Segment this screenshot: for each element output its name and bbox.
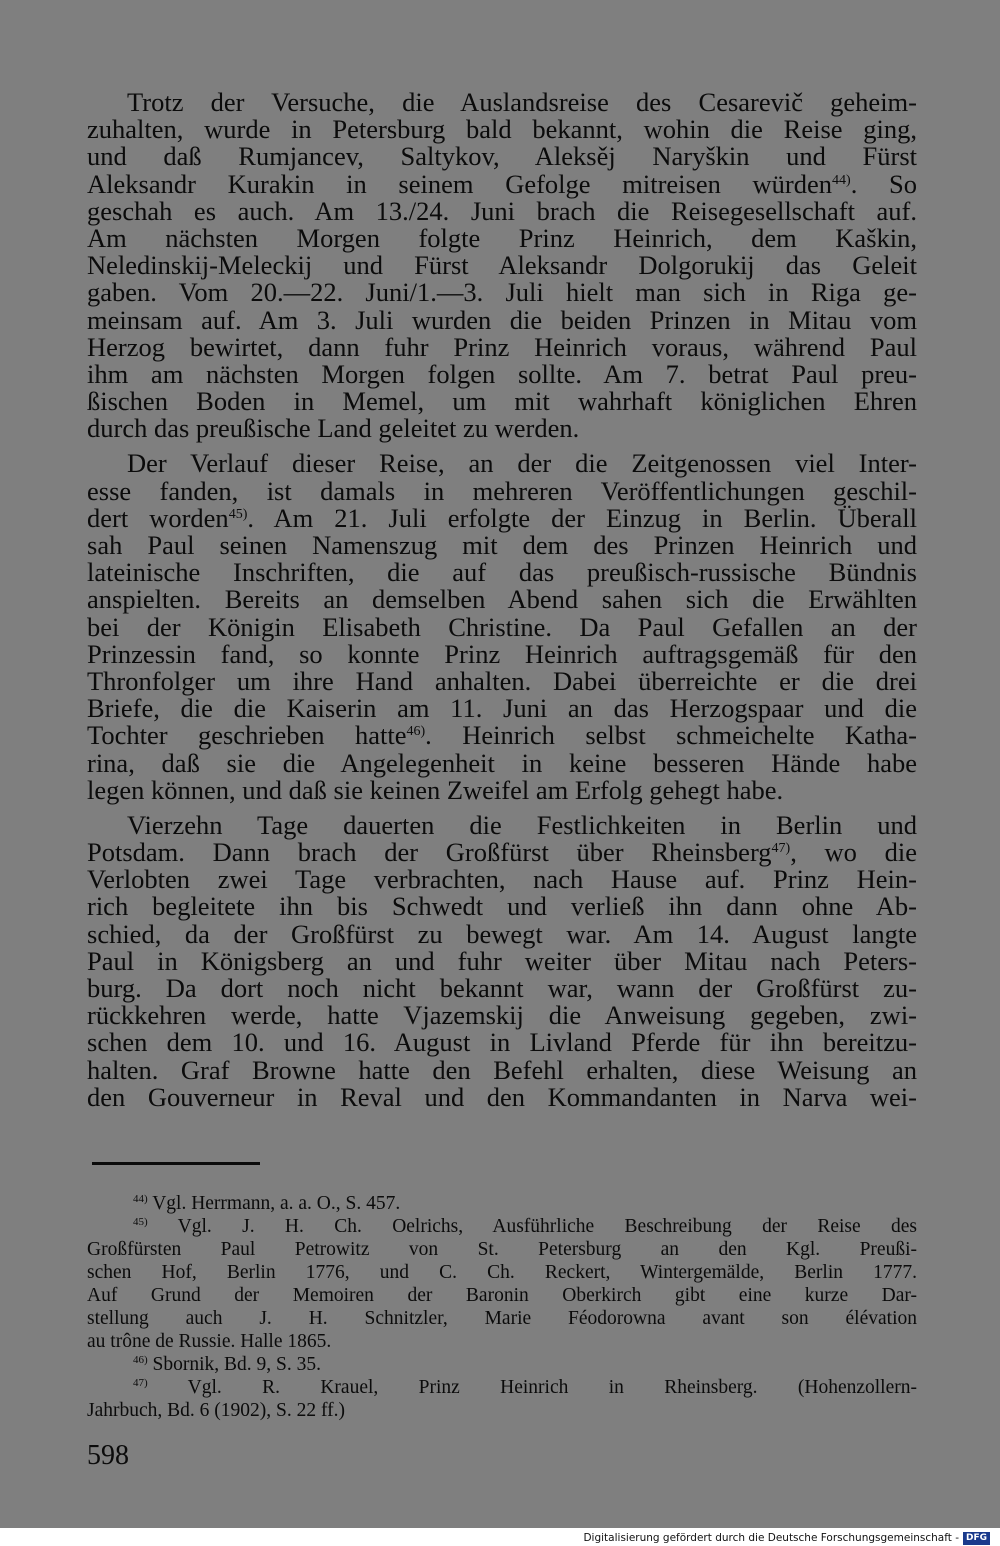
page-number: 598 [87, 1440, 129, 1471]
footnote-line: Auf Grund der Memoiren der Baronin Oberkirch gibt eine kurze Dar- [87, 1285, 917, 1306]
footnote-text: Vgl. Herrmann, a. a. O., S. 457. [147, 1193, 401, 1214]
text-line: bei der Königin Elisabeth Christine. Da Paul Gefallen an der [87, 611, 917, 642]
text-line: legen können, und daß sie keinen Zweifel am Erfolg gehegt habe. [87, 774, 784, 805]
text-line [87, 502, 917, 533]
text-run: . Heinrich selbst schmeichelte Katha- [425, 720, 917, 751]
text-line: burg. Da dort noch nicht bekannt war, wann der Großfürst zu- [87, 973, 917, 1003]
footnote-number: 46) [133, 1354, 148, 1366]
dfg-logo: DFG [963, 1532, 990, 1545]
footnote-line [87, 1353, 917, 1376]
footnote-text: Vgl. R. Krauel, Prinz Heinrich in Rheinsberg. (Hohenzollern- [147, 1377, 917, 1398]
text-run: Tochter geschrieben hatte [87, 720, 407, 751]
text-run: Aleksandr Kurakin in seinem Gefolge mitreisen würden [87, 168, 833, 199]
text-line: anspielten. Bereits an demselben Abend sahen sich die Erwählten [87, 584, 917, 615]
text-run: . Am 21. Juli erfolgte der Einzug in Berlin. Überall [247, 502, 917, 533]
footnote-number: 44) [133, 1193, 148, 1205]
footnote-line: Großfürsten Paul Petrowitz von St. Petersburg an den Kgl. Preußi- [87, 1239, 917, 1260]
footnote-text: Sbornik, Bd. 9, S. 35. [147, 1354, 322, 1375]
footnote-line: stellung auch J. H. Schnitzler, Marie Féodorowna avant son élévation [87, 1308, 917, 1329]
footnote-line [87, 1192, 917, 1215]
text-line: Vierzehn Tage dauerten die Festlichkeiten in Berlin und [127, 809, 917, 840]
text-line: esse fanden, ist damals in mehreren Veröffentlichungen geschil- [87, 475, 917, 506]
paragraph [87, 809, 918, 1112]
footnote-number: 45) [133, 1216, 148, 1228]
text-line: zuhalten, wurde in Petersburg bald bekannt, wohin die Reise ging, [87, 114, 917, 145]
text-line: ihm am nächsten Morgen folgen sollte. Am 7. betrat Paul preu- [87, 358, 917, 389]
text-line: rina, daß sie die Angelegenheit in keine besseren Hände habe [87, 747, 917, 778]
footnote-line [87, 1376, 917, 1399]
text-line: Briefe, die die Kaiserin am 11. Juni an das Herzogspaar und die [87, 693, 917, 724]
text-line: sah Paul seinen Namenszug mit dem des Prinzen Heinrich und [87, 530, 917, 560]
text-line: Verlobten zwei Tage verbrachten, nach Hause auf. Prinz Hein- [87, 864, 917, 895]
text-line [87, 168, 917, 199]
text-line: Am nächsten Morgen folgte Prinz Heinrich, dem Kaškin, [87, 222, 917, 253]
text-line: ßischen Boden in Memel, um mit wahrhaft königlichen Ehren [87, 386, 917, 417]
text-run: . So [850, 168, 917, 199]
text-run: dert worden [87, 502, 229, 533]
text-run: Potsdam. Dann brach der Großfürst über Rheinsberg [87, 837, 772, 868]
text-line: Der Verlauf dieser Reise, an der die Zeitgenossen viel Inter- [127, 448, 917, 479]
text-line: geschah es auch. Am 13./24. Juni brach die Reisegesellschaft auf. [87, 195, 917, 226]
footnote-separator [92, 1162, 260, 1165]
text-line: Paul in Königsberg an und fuhr weiter über Mitau nach Peters- [87, 945, 917, 976]
text-line [87, 839, 917, 866]
text-line: und daß Rumjancev, Saltykov, Aleksěj Naryškin und Fürst [87, 141, 917, 172]
footnote-text: Vgl. J. H. Ch. Oelrichs, Ausführliche Beschreibung der Reise des [147, 1216, 917, 1237]
text-line: meinsam auf. Am 3. Juli wurden die beiden Prinzen in Mitau vom [87, 304, 917, 335]
digitization-footer [583, 1531, 990, 1545]
text-line: Neledinskij-Meleckij und Fürst Aleksandr Dolgorukij das Geleit [87, 250, 917, 281]
text-line: halten. Graf Browne hatte den Befehl erhalten, diese Weisung an [87, 1054, 917, 1085]
footnote-ref: 47) [771, 841, 791, 857]
footnote-line: schen Hof, Berlin 1776, und C. Ch. Reckert, Wintergemälde, Berlin 1777. [87, 1262, 917, 1283]
text-line: den Gouverneur in Reval und den Kommandanten in Narva wei- [87, 1081, 917, 1112]
footnotes [87, 1192, 917, 1422]
footnote-number: 47) [133, 1377, 148, 1389]
footnote-ref: 45) [228, 506, 248, 522]
body-text [87, 89, 917, 1119]
text-line: gaben. Vom 20.—22. Juni/1.—3. Juli hielt man sich in Riga ge- [87, 277, 917, 308]
text-line: schen dem 10. und 16. August in Livland Pferde für ihn bereitzu- [87, 1027, 917, 1058]
text-line: Prinzessin fand, so konnte Prinz Heinrich auftragsgemäß für den [87, 638, 917, 669]
text-line: Trotz der Versuche, die Auslandsreise des Cesarevič geheim- [127, 87, 917, 117]
text-line: schied, da der Großfürst zu bewegt war. Am 14. August langte [87, 918, 917, 949]
footnote-line: Jahrbuch, Bd. 6 (1902), S. 22 ff.) [87, 1400, 345, 1421]
text-run: , wo die [790, 837, 918, 868]
paragraph [87, 89, 917, 442]
text-line [87, 722, 917, 749]
paragraph [87, 450, 917, 803]
footnote-ref: 46) [406, 724, 426, 740]
footer-text: Digitalisierung gefördert durch die Deutsche Forschungsgemeinschaft - [583, 1532, 959, 1544]
text-line: rückkehren werde, hatte Vjazemskij die Anweisung gegeben, zwi- [87, 1000, 917, 1031]
text-line: Herzog bewirtet, dann fuhr Prinz Heinrich voraus, während Paul [87, 331, 917, 362]
text-line: rich begleitete ihn bis Schwedt und verließ ihn dann ohne Ab- [87, 891, 917, 922]
footnote-ref: 44) [832, 172, 851, 188]
footnote-line [87, 1215, 917, 1238]
text-line: lateinische Inschriften, die auf das preußisch-russische Bündnis [87, 557, 917, 588]
text-line: Thronfolger um ihre Hand anhalten. Dabei überreichte er die drei [87, 665, 917, 696]
footnote-line: au trône de Russie. Halle 1865. [87, 1331, 332, 1352]
text-line: durch das preußische Land geleitet zu werden. [87, 413, 580, 444]
